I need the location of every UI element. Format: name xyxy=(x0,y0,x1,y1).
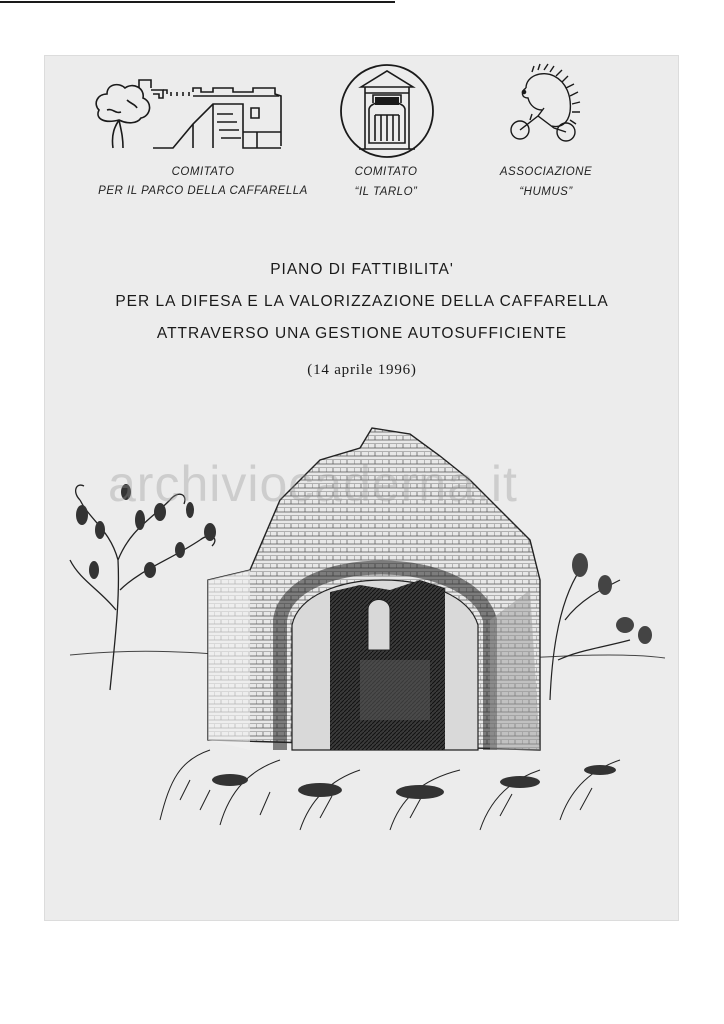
document-title xyxy=(0,254,724,350)
organization-tarlo-line2: “IL TARLO” xyxy=(354,186,418,198)
title-line-3: ATTRAVERSO UNA GESTIONE AUTOSUFFICIENTE xyxy=(156,325,568,342)
title-line-2: PER LA DIFESA E LA VALORIZZAZIONE DELLA CAFFARELLA xyxy=(115,293,609,310)
organization-humus-line2: “HUMUS” xyxy=(519,186,573,198)
organization-humus xyxy=(484,162,608,202)
ruined-villa-and-tree-icon xyxy=(93,74,285,152)
top-rule xyxy=(0,1,395,3)
title-line-1: PIANO DI FATTIBILITA' xyxy=(270,261,454,278)
document-date: (14 aprile 1996) xyxy=(307,362,417,378)
organization-tarlo xyxy=(336,162,436,202)
organization-caffarella-line2: PER IL PARCO DELLA CAFFARELLA xyxy=(98,185,308,197)
hedgehog-on-bicycle-icon xyxy=(504,62,596,146)
organization-caffarella-line1: COMITATO xyxy=(171,166,235,178)
organization-caffarella-name xyxy=(83,181,323,201)
organization-tarlo-line1: COMITATO xyxy=(354,166,418,178)
organization-caffarella xyxy=(133,162,273,182)
watermark: archiviocaderna.it xyxy=(108,456,518,512)
round-temple-emblem-icon xyxy=(339,63,435,159)
organization-humus-line1: ASSOCIAZIONE xyxy=(499,166,593,178)
